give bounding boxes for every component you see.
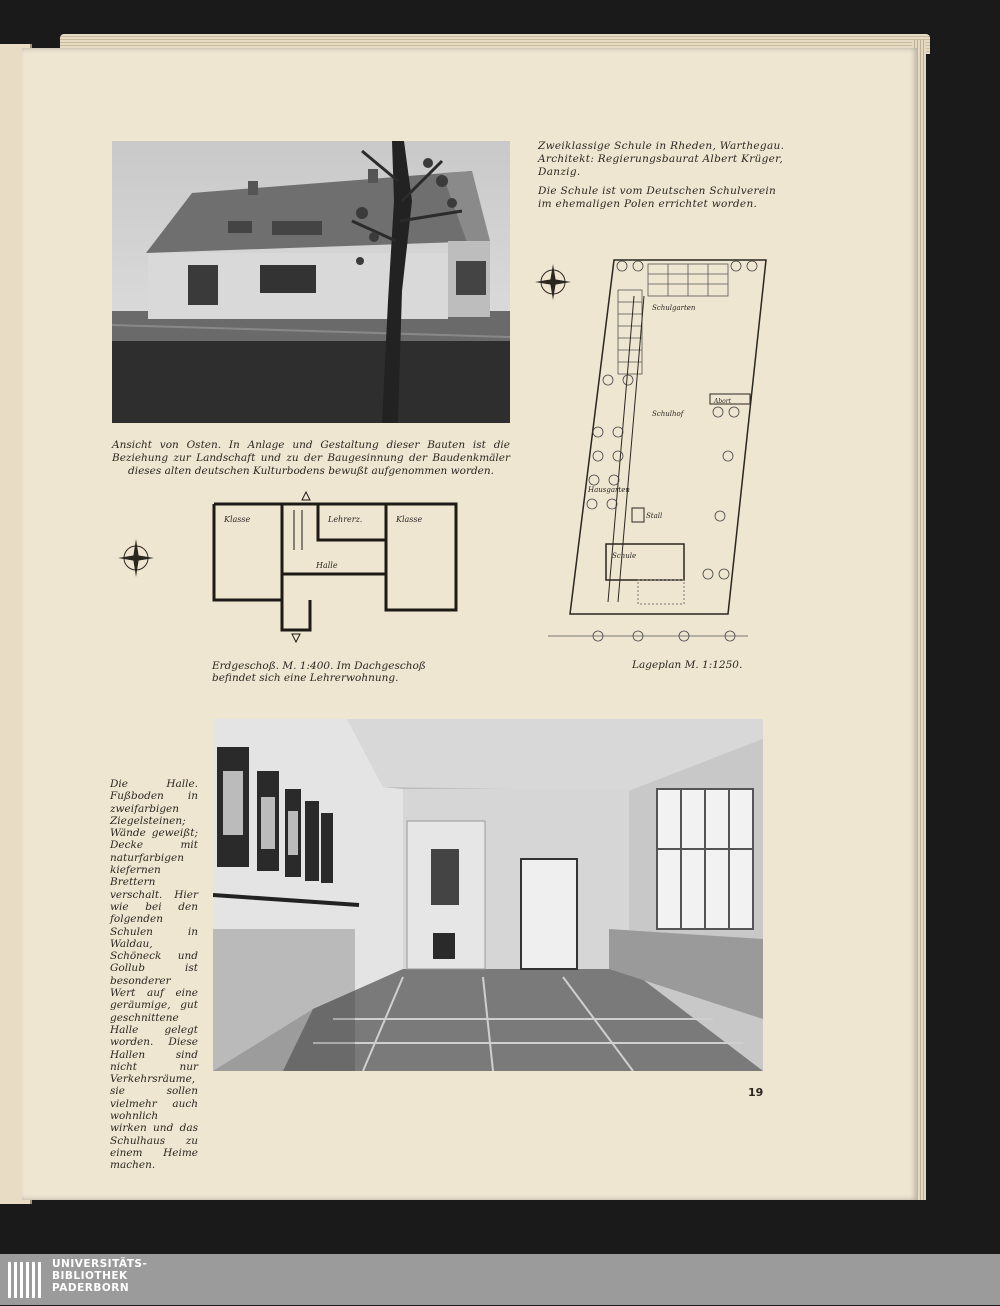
library-name-line3: PADERBORN [52,1282,130,1294]
hall-interior-photo [213,719,763,1071]
project-title: Zweiklassige Schule in Rheden, Warthegau. Architekt: Regierungsbaurat Albert Krüger, Danzig. [538,140,785,178]
library-logo-icon [6,1258,46,1306]
site-label-schoolgarden: Schulgarten [652,304,696,312]
library-name [52,1258,147,1294]
compass-rose-icon [118,537,154,579]
project-note: Die Schule ist vom Deutschen Schulverein im ehemaligen Polen errichtet worden. [538,185,777,210]
exterior-photo-caption: Ansicht von Osten. In Anlage und Gestaltung dieser Bauten ist die Beziehung zur Landschaft und zu der Baugesinnung der Baudenkmäler dieses alten deutschen Kulturbodens bewußt aufgenommen worden. [112,439,510,477]
hall-caption: Die Halle. Fußboden in zweifarbigen Ziegelsteinen; Wände geweißt; Decke mit naturfarbigen kiefernen Brettern verschalt. Hier wie bei den folgenden Schulen in Waldau, Schöneck und Gollub ist besonderer Wert auf eine geräumige, gut geschnittene Halle gelegt worden. Diese Hallen sind nicht nur Verkehrsräume, sie sollen vielmehr auch wohnlich wirken und das Schulhaus zu einem Heime machen. [110,778,198,1172]
project-caption [538,140,788,217]
exterior-photo [112,141,510,423]
site-label-school: Schule [612,552,637,560]
site-plan-caption: Lageplan M. 1:1250. [632,659,743,671]
site-label-shed: Abort [714,398,732,405]
floor-plan-caption: Erdgeschoß. M. 1:400. Im Dachgeschoß befindet sich eine Lehrerwohnung. [212,660,426,684]
site-label-house-garden: Hausgarten [588,486,630,494]
floor-label-teacher: Lehrerz. [328,515,363,524]
page-number: 19 [748,1086,764,1099]
floor-plan-drawing [210,490,460,644]
site-plan-drawing [548,252,770,650]
library-name-line1: UNIVERSITÄTS- [52,1258,148,1270]
library-footer-bar [0,1254,1000,1305]
floor-label-class-right: Klasse [396,515,423,524]
library-name-line2: BIBLIOTHEK [52,1270,128,1282]
site-label-yard: Schulhof [652,410,684,418]
floor-label-hall: Halle [316,561,338,570]
floor-label-class-left: Klasse [224,515,251,524]
site-label-stall: Stall [646,512,663,520]
